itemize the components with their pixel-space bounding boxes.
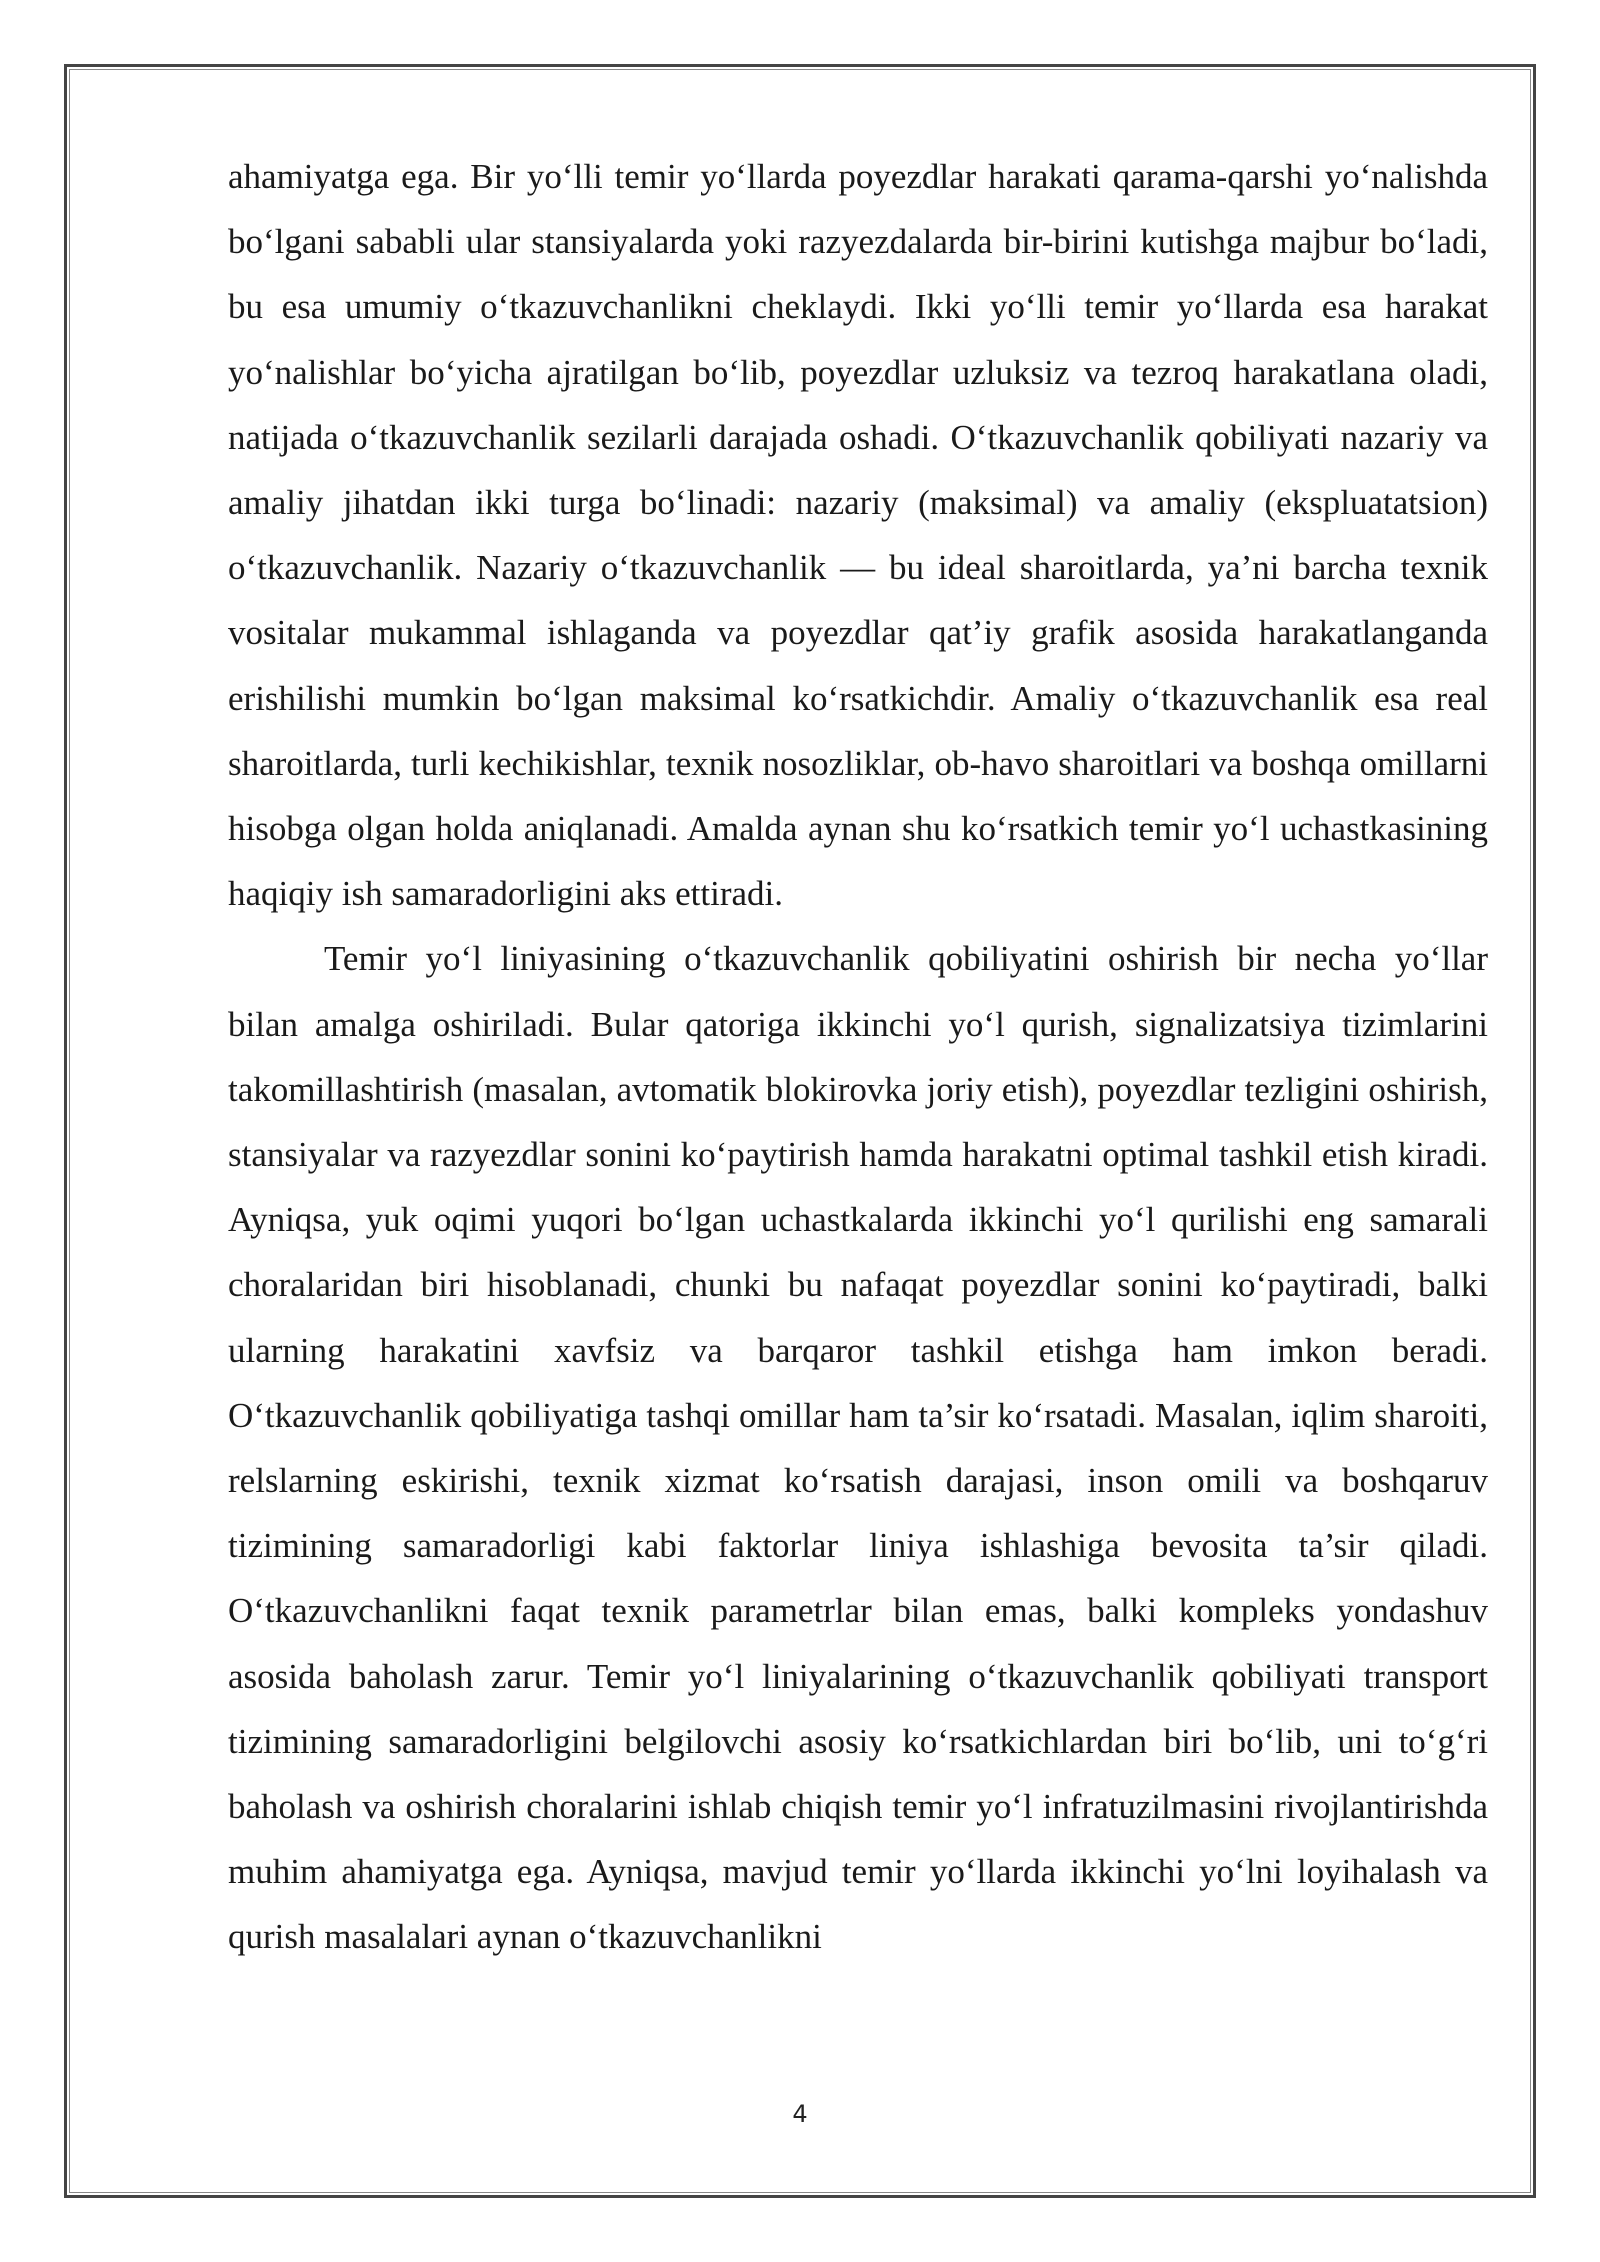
- paragraph-1: ahamiyatga ega. Bir yo‘lli temir yo‘llarda poyezdlar harakati qarama-qarshi yo‘nalishda bo‘lgani sababli ular stansiyalarda yoki razyezdalarda bir-birini kutishga majbur bo‘ladi, bu esa umumiy o‘tkazuvchanlikni cheklaydi. Ikki yo‘lli temir yo‘llarda esa harakat yo‘nalishlar bo‘yicha ajratilgan bo‘lib, poyezdlar uzluksiz va tezroq harakatlana oladi, natijada o‘tkazuvchanlik sezilarli darajada oshadi. O‘tkazuvchanlik qobiliyati nazariy va amaliy jihatdan ikki turga bo‘linadi: nazariy (maksimal) va amaliy (ekspluatatsion) o‘tkazuvchanlik. Nazariy o‘tkazuvchanlik — bu ideal sharoitlarda, ya’ni barcha texnik vositalar mukammal ishlaganda va poyezdlar qat’iy grafik asosida harakatlanganda erishilishi mumkin bo‘lgan maksimal ko‘rsatkichdir. Amaliy o‘tkazuvchanlik esa real sharoitlarda, turli kechikishlar, texnik nosozliklar, ob-havo sharoitlari va boshqa omillarni hisobga olgan holda aniqlanadi. Amalda aynan shu ko‘rsatkich temir yo‘l uchastkasining haqiqiy ish samaradorligini aks ettiradi.: [228, 157, 1488, 914]
- body-text: [228, 144, 1488, 1970]
- paragraph-2: Temir yo‘l liniyasining o‘tkazuvchanlik qobiliyatini oshirish bir necha yo‘llar bilan amalga oshiriladi. Bular qatoriga ikkinchi yo‘l qurish, signalizatsiya tizimlarini takomillashtirish (masalan, avtomatik blokirovka joriy etish), poyezdlar tezligini oshirish, stansiyalar va razyezdlar sonini ko‘paytirish hamda harakatni optimal tashkil etish kiradi. Ayniqsa, yuk oqimi yuqori bo‘lgan uchastkalarda ikkinchi yo‘l qurilishi eng samarali choralaridan biri hisoblanadi, chunki bu nafaqat poyezdlar sonini ko‘paytiradi, balki ularning harakatini xavfsiz va barqaror tashkil etishga ham imkon beradi. O‘tkazuvchanlik qobiliyatiga tashqi omillar ham ta’sir ko‘rsatadi. Masalan, iqlim sharoiti, relslarning eskirishi, texnik xizmat ko‘rsatish darajasi, inson omili va boshqaruv tizimining samaradorligi kabi faktorlar liniya ishlashiga bevosita ta’sir qiladi. O‘tkazuvchanlikni faqat texnik parametrlar bilan emas, balki kompleks yondashuv asosida baholash zarur. Temir yo‘l liniyalarining o‘tkazuvchanlik qobiliyati transport tizimining samaradorligini belgilovchi asosiy ko‘rsatkichlardan biri bo‘lib, uni to‘g‘ri baholash va oshirish choralarini ishlab chiqish temir yo‘l infratuzilmasini rivojlantirishda muhim ahamiyatga ega. Ayniqsa, mavjud temir yo‘llarda ikkinchi yo‘lni loyihalash va qurish masalalari aynan o‘tkazuvchanlikni: [228, 939, 1488, 1957]
- page-number: 4: [792, 2100, 808, 2128]
